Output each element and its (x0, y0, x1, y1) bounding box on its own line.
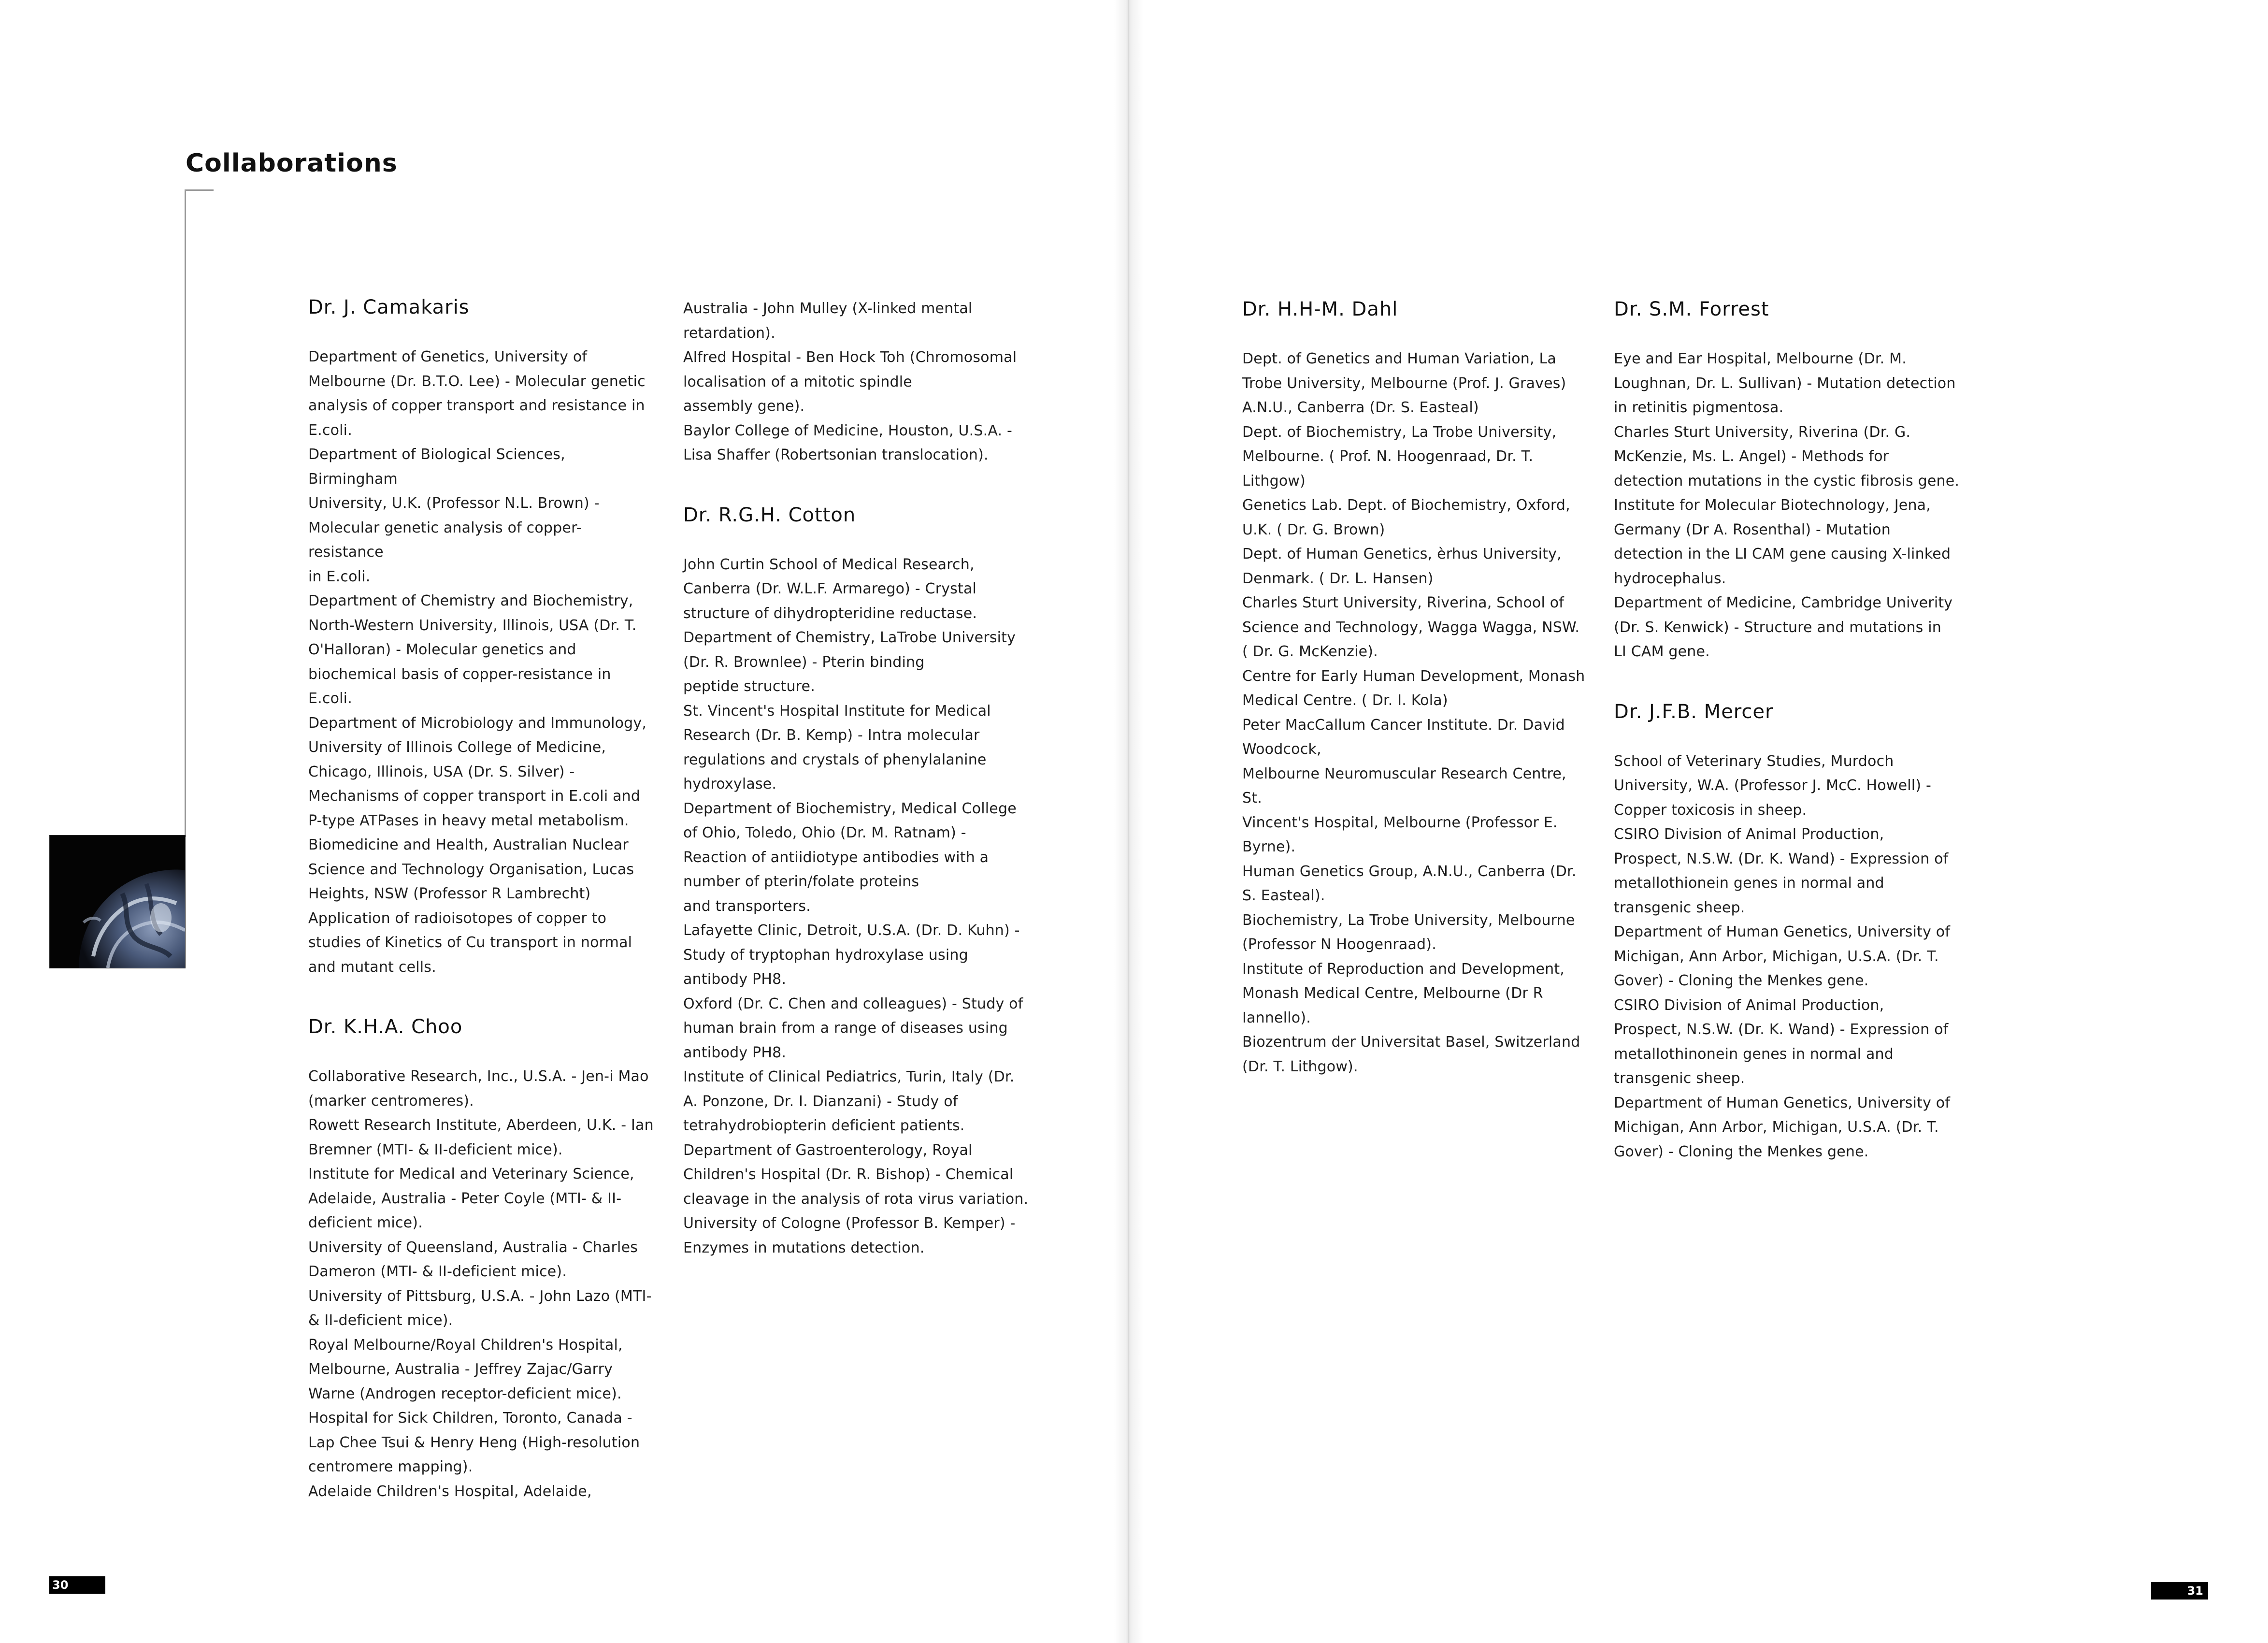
text-line: Institute for Molecular Biotechnology, Jena, (1614, 497, 1931, 514)
book-gutter-shadow (1114, 0, 1143, 1643)
text-line: University of Illinois College of Medicine, (308, 739, 606, 756)
text-line: assembly gene). (683, 398, 805, 415)
collaborator-name: Dr. H.H-M. Dahl (1242, 298, 1398, 320)
text-line: A. Ponzone, Dr. I. Dianzani) - Study of (683, 1093, 958, 1110)
text-line: Warne (Androgen receptor-deficient mice). (308, 1385, 622, 1402)
collaborator-name: Dr. S.M. Forrest (1614, 298, 1769, 320)
text-line: Gover) - Cloning the Menkes gene. (1614, 972, 1869, 989)
heading-rule-vertical (185, 189, 186, 837)
text-line: Oxford (Dr. C. Chen and colleagues) - Study of (683, 995, 1023, 1012)
text-line: Department of Chemistry and Biochemistry, (308, 592, 633, 609)
text-line: Adelaide, Australia - Peter Coyle (MTI- & II- (308, 1190, 622, 1207)
text-line: in retinitis pigmentosa. (1614, 399, 1784, 416)
text-line: McKenzie, Ms. L. Angel) - Methods for (1614, 448, 1889, 465)
text-line: Alfred Hospital - Ben Hock Toh (Chromosomal (683, 349, 1017, 366)
text-line: Application of radioisotopes of copper to (308, 909, 607, 927)
text-line: (Professor N Hoogenraad). (1242, 936, 1436, 953)
text-line: Iannello). (1242, 1009, 1311, 1026)
text-line: tetrahydrobiopterin deficient patients. (683, 1117, 965, 1134)
text-line: Lafayette Clinic, Detroit, U.S.A. (Dr. D. Kuhn) - (683, 922, 1020, 939)
text-line: Chicago, Illinois, USA (Dr. S. Silver) - (308, 763, 575, 780)
text-line: Science and Technology Organisation, Lucas (308, 861, 634, 878)
text-line: Monash Medical Centre, Melbourne (Dr R (1242, 985, 1543, 1002)
text-line: Department of Human Genetics, University of (1614, 923, 1951, 940)
text-line: Germany (Dr A. Rosenthal) - Mutation (1614, 521, 1891, 538)
text-line: (Dr. R. Brownlee) - Pterin binding (683, 653, 925, 671)
text-line: S. Easteal). (1242, 887, 1325, 904)
text-line: E.coli. (308, 690, 352, 707)
text-line: hydroxylase. (683, 776, 777, 793)
text-line: metallothinonein genes in normal and (1614, 1045, 1894, 1063)
text-line: ( Dr. G. McKenzie). (1242, 643, 1378, 660)
text-line: hydrocephalus. (1614, 570, 1726, 587)
text-line: (Dr. T. Lithgow). (1242, 1058, 1358, 1075)
text-line: Vincent's Hospital, Melbourne (Professor E. (1242, 814, 1558, 831)
choo-continuation (683, 297, 1031, 468)
text-line: Canberra (Dr. W.L.F. Armarego) - Crystal (683, 580, 977, 597)
text-line: Reaction of antiidiotype antibodies with a (683, 849, 989, 866)
column-4 (1614, 297, 1962, 1164)
text-line: regulations and crystals of phenylalanine (683, 751, 987, 768)
text-line: Charles Sturt University, Riverina, School of (1242, 594, 1565, 611)
text-line: Department of Genetics, University of (308, 348, 588, 365)
brain-scan-photo (49, 835, 186, 968)
text-line: Institute for Medical and Veterinary Science, (308, 1166, 634, 1182)
text-line: transgenic sheep. (1614, 1070, 1745, 1087)
text-line: Study of tryptophan hydroxylase using (683, 946, 968, 964)
text-line: University of Pittsburg, U.S.A. - John Lazo (MTI- (308, 1287, 652, 1305)
collaborator-name: Dr. K.H.A. Choo (308, 1016, 463, 1038)
collaborator-name: Dr. R.G.H. Cotton (683, 504, 856, 526)
text-line: Michigan, Ann Arbor, Michigan, U.S.A. (Dr. T. (1614, 1119, 1939, 1136)
text-line: Dept. of Biochemistry, La Trobe University, (1242, 423, 1557, 441)
text-line: University of Queensland, Australia - Charles (308, 1239, 638, 1256)
column-1 (308, 295, 656, 1504)
text-line: localisation of a mitotic spindle (683, 373, 912, 390)
text-line: P-type ATPases in heavy metal metabolism. (308, 812, 629, 829)
column-3 (1242, 297, 1590, 1079)
collaborator-section-camakaris (308, 295, 656, 980)
text-line: Mechanisms of copper transport in E.coli and (308, 788, 641, 805)
text-line: North-Western University, Illinois, USA (Dr. T. (308, 617, 637, 634)
text-line: E.coli. (308, 421, 352, 439)
text-line: Enzymes in mutations detection. (683, 1239, 925, 1256)
text-line: of Ohio, Toledo, Ohio (Dr. M. Ratnam) - (683, 824, 966, 841)
text-line: LI CAM gene. (1614, 643, 1710, 660)
text-line: Department of Human Genetics, University of (1614, 1094, 1951, 1111)
text-line: cleavage in the analysis of rota virus variation. (683, 1190, 1029, 1208)
column-2 (683, 297, 1031, 1260)
text-line: O'Halloran) - Molecular genetics and (308, 641, 576, 658)
brain-scan-image (50, 836, 185, 968)
text-line: Lisa Shaffer (Robertsonian translocation). (683, 447, 989, 463)
text-line: Charles Sturt University, Riverina (Dr. G. (1614, 423, 1911, 441)
text-line: Department of Medicine, Cambridge Univerity (1614, 594, 1953, 611)
text-line: Medical Centre. ( Dr. I. Kola) (1242, 692, 1448, 709)
text-line: Michigan, Ann Arbor, Michigan, U.S.A. (Dr. T. (1614, 948, 1939, 965)
text-line: antibody PH8. (683, 1044, 787, 1061)
text-line: Melbourne, Australia - Jeffrey Zajac/Garry (308, 1361, 613, 1378)
text-line: CSIRO Division of Animal Production, (1614, 996, 1884, 1014)
text-line: Woodcock, (1242, 741, 1321, 758)
book-spine-line (1128, 0, 1129, 1643)
text-line: Dept. of Human Genetics, èrhus University, (1242, 546, 1562, 562)
text-line: CSIRO Division of Animal Production, (1614, 826, 1884, 843)
text-line: Gover) - Cloning the Menkes gene. (1614, 1143, 1869, 1160)
text-line: St. Vincent's Hospital Institute for Medical (683, 702, 991, 720)
text-line: Byrne). (1242, 838, 1296, 855)
text-line: Dameron (MTI- & II-deficient mice). (308, 1263, 567, 1280)
text-line: Denmark. ( Dr. L. Hansen) (1242, 570, 1434, 587)
text-line: Loughnan, Dr. L. Sullivan) - Mutation detection (1614, 375, 1956, 392)
text-line: antibody PH8. (683, 971, 787, 988)
text-line: Biomedicine and Health, Australian Nuclear (308, 836, 629, 853)
text-line: Copper toxicosis in sheep. (1614, 801, 1807, 819)
text-line: Children's Hospital (Dr. R. Bishop) - Chemical (683, 1166, 1014, 1183)
text-line: Hospital for Sick Children, Toronto, Canada - (308, 1410, 632, 1427)
text-line: Lap Chee Tsui & Henry Heng (High-resolution (308, 1434, 640, 1451)
collaborator-section-dahl (1242, 297, 1590, 1079)
text-line: University, W.A. (Professor J. McC. Howell) - (1614, 777, 1931, 794)
page-title: Collaborations (186, 149, 398, 178)
text-line: deficient mice). (308, 1214, 423, 1231)
text-line: John Curtin School of Medical Research, (683, 556, 975, 573)
text-line: Lithgow) (1242, 472, 1306, 490)
text-line: in E.coli. (308, 568, 371, 585)
text-line: School of Veterinary Studies, Murdoch (1614, 752, 1894, 770)
text-line: Royal Melbourne/Royal Children's Hospital, (308, 1336, 623, 1354)
text-line: human brain from a range of diseases using (683, 1020, 1008, 1037)
collaborator-name: Dr. J.F.B. Mercer (1614, 700, 1774, 723)
text-line: and transporters. (683, 897, 811, 915)
text-line: Dept. of Genetics and Human Variation, La (1242, 350, 1556, 367)
text-line: Australia - John Mulley (X-linked mental (683, 300, 973, 317)
collaborator-name: Dr. J. Camakaris (308, 296, 470, 318)
text-line: metallothionein genes in normal and (1614, 875, 1884, 892)
text-line: Department of Gastroenterology, Royal (683, 1141, 973, 1159)
text-line: Heights, NSW (Professor R Lambrecht) (308, 885, 591, 902)
text-line: Baylor College of Medicine, Houston, U.S.A. - (683, 422, 1013, 439)
collaborator-section-cotton (683, 503, 1031, 1261)
page-number-right: 31 (2151, 1582, 2208, 1600)
collaborator-section-forrest (1614, 297, 1962, 664)
text-line: Prospect, N.S.W. (Dr. K. Wand) - Expression of (1614, 850, 1949, 867)
text-line: detection in the LI CAM gene causing X-linked (1614, 546, 1951, 562)
text-line: & II-deficient mice). (308, 1312, 453, 1329)
text-line: Peter MacCallum Cancer Institute. Dr. David (1242, 716, 1565, 734)
text-line: Adelaide Children's Hospital, Adelaide, (308, 1483, 592, 1500)
text-line: Institute of Clinical Pediatrics, Turin, Italy (Dr. (683, 1068, 1015, 1085)
text-line: A.N.U., Canberra (Dr. S. Easteal) (1242, 399, 1479, 416)
text-line: centromere mapping). (308, 1458, 473, 1475)
text-line: Department of Microbiology and Immunology, (308, 714, 647, 732)
text-line: Prospect, N.S.W. (Dr. K. Wand) - Expression of (1614, 1021, 1949, 1038)
text-line: detection mutations in the cystic fibrosis gene. (1614, 472, 1960, 490)
text-line: U.K. ( Dr. G. Brown) (1242, 521, 1385, 538)
text-line: analysis of copper transport and resistance in (308, 397, 645, 414)
text-line: Melbourne (Dr. B.T.O. Lee) - Molecular genetic (308, 373, 646, 390)
heading-rule-horizontal (186, 189, 214, 191)
text-line: retardation). (683, 324, 775, 342)
text-line: Molecular genetic analysis of copper-resistance (308, 519, 582, 561)
text-line: biochemical basis of copper-resistance in (308, 665, 611, 683)
text-line: Human Genetics Group, A.N.U., Canberra (Dr. (1242, 863, 1577, 880)
text-line: Melbourne Neuromuscular Research Centre, St. (1242, 765, 1566, 807)
text-line: transgenic sheep. (1614, 899, 1745, 916)
text-line: peptide structure. (683, 678, 815, 695)
text-line: Collaborative Research, Inc., U.S.A. - Jen-i Mao (308, 1068, 649, 1085)
text-line: University of Cologne (Professor B. Kemper) - (683, 1215, 1016, 1232)
text-line: Department of Biochemistry, Medical College (683, 800, 1017, 817)
collaborator-section-mercer (1614, 699, 1962, 1165)
collaborator-section-choo (308, 1014, 656, 1504)
text-line: and mutant cells. (308, 958, 436, 976)
text-line: Genetics Lab. Dept. of Biochemistry, Oxford, (1242, 497, 1570, 514)
text-line: Bremner (MTI- & II-deficient mice). (308, 1141, 563, 1158)
text-line: Biozentrum der Universitat Basel, Switzerland (1242, 1034, 1580, 1051)
text-line: Biochemistry, La Trobe University, Melbourne (1242, 911, 1575, 929)
text-line: structure of dihydropteridine reductase. (683, 605, 977, 622)
text-line: number of pterin/folate proteins (683, 873, 919, 890)
text-line: (marker centromeres). (308, 1092, 474, 1110)
text-line: Department of Biological Sciences, Birmingham (308, 446, 565, 488)
text-line: Research (Dr. B. Kemp) - Intra molecular (683, 727, 980, 744)
text-line: Trobe University, Melbourne (Prof. J. Graves) (1242, 375, 1566, 392)
text-line: (Dr. S. Kenwick) - Structure and mutations in (1614, 619, 1941, 636)
text-line: Centre for Early Human Development, Monash (1242, 667, 1585, 685)
text-line: Eye and Ear Hospital, Melbourne (Dr. M. (1614, 350, 1907, 367)
text-line: Department of Chemistry, LaTrobe University (683, 629, 1016, 646)
text-line: Institute of Reproduction and Development, (1242, 960, 1565, 978)
text-line: Science and Technology, Wagga Wagga, NSW. (1242, 619, 1580, 636)
text-line: studies of Kinetics of Cu transport in normal (308, 934, 632, 951)
page-number-left: 30 (49, 1576, 105, 1594)
text-line: Rowett Research Institute, Aberdeen, U.K. - Ian (308, 1117, 654, 1134)
text-line: University, U.K. (Professor N.L. Brown) - (308, 495, 600, 512)
text-line: Melbourne. ( Prof. N. Hoogenraad, Dr. T. (1242, 448, 1534, 465)
